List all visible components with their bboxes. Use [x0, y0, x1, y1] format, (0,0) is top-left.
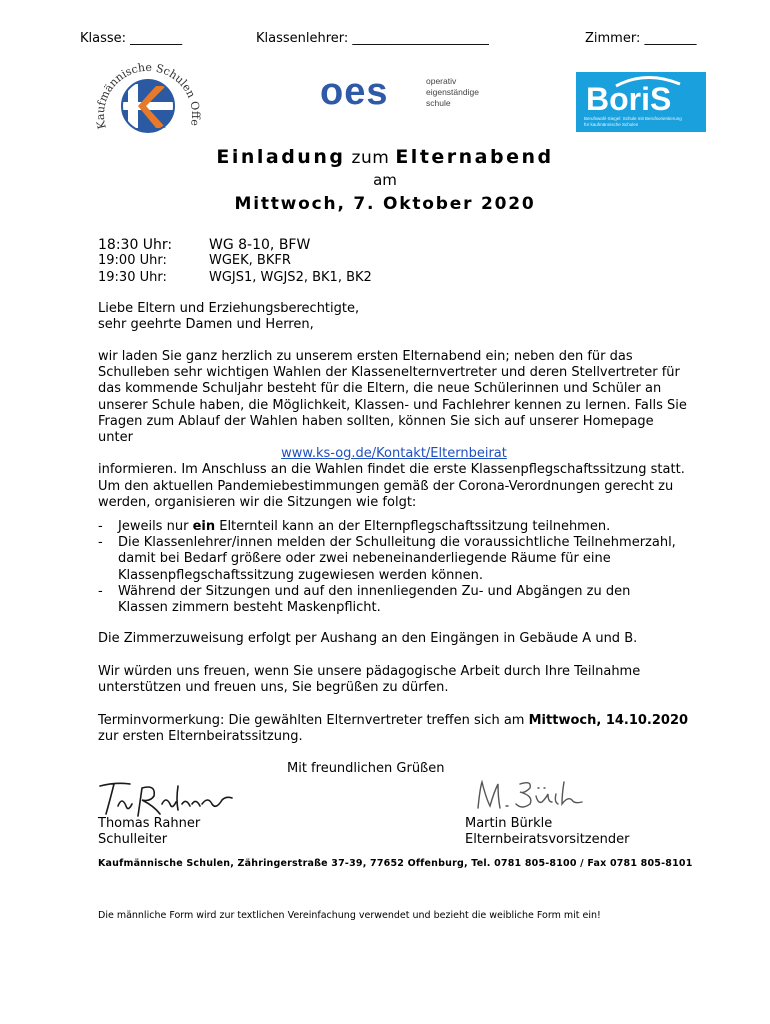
signer-1-name: Thomas Rahner: [98, 816, 201, 831]
pandemic-paragraph: Um den aktuellen Pandemiebestimmungen gemäß der Corona-Verordnungen gerecht zu werden, organisieren wir die Sitzungen wie folgt:: [98, 479, 674, 511]
oes-line1: operativ: [426, 76, 457, 86]
intro-text-end: informieren. Im Anschluss an die Wahlen findet die erste Klassenpflegschaftssitzung statt.: [98, 462, 685, 478]
event-date: Mittwoch, 7. Oktober 2020: [234, 194, 536, 214]
title-einladung: Einladung: [216, 146, 346, 168]
schedule-time-2: 19:00 Uhr:: [98, 253, 167, 268]
signer-1: [98, 816, 200, 848]
signature-rahner: [96, 776, 246, 820]
elternbeirat-link[interactable]: www.ks-og.de/Kontakt/Elternbeirat: [281, 446, 507, 462]
boris-mark: BoriS: [586, 81, 672, 117]
zimmer-field: Zimmer: ________: [585, 31, 697, 46]
ks-school-logo: [94, 62, 206, 144]
boris-sub1: Berufswahl-Siegel: Schule mit Berufsorientierung: [584, 116, 682, 121]
intro-paragraph: [98, 349, 690, 479]
salutation: [98, 301, 688, 333]
schedule-time-1: 18:30 Uhr:: [98, 237, 173, 253]
signer-2: [465, 816, 629, 848]
oes-logo: [320, 71, 490, 113]
signer-2-role: Elternbeiratsvorsitzender: [465, 832, 630, 847]
title-am: am: [373, 171, 397, 189]
thanks-paragraph: Wir würden uns freuen, wenn Sie unsere pädagogische Arbeit durch Ihre Teilnahme unterstützen und freuen uns, Sie begrüßen zu dürfen.: [98, 664, 641, 696]
list-item: - Jeweils nur ein Elternteil kann an der Elternpflegschaftssitzung teilnehmen.: [98, 519, 611, 534]
boris-logo: [576, 72, 706, 132]
closing-greeting: Mit freundlichen Grüßen: [287, 761, 445, 776]
room-assignment-paragraph: Die Zimmerzuweisung erfolgt per Aushang an den Eingängen in Gebäude A und B.: [98, 631, 638, 646]
rules-list: [98, 519, 698, 616]
oes-mark: oes: [320, 71, 389, 113]
signer-2-name: Martin Bürkle: [465, 816, 553, 831]
schedule-classes-3: WGJS1, WGJS2, BK1, BK2: [209, 270, 372, 285]
oes-line3: schule: [426, 98, 451, 108]
salutation-line-1: Liebe Eltern und Erziehungsberechtigte,: [98, 301, 360, 316]
list-item: - Die Klassenlehrer/innen melden der Schulleitung die voraussichtliche Teilnehmerzahl, damit bei Bedarf größere oder zwei nebeneinanderliegende Räume für eine Klassenpflegschaftssitzung zugewiesen werden können.: [98, 535, 676, 583]
salutation-line-2: sehr geehrte Damen und Herren,: [98, 317, 314, 333]
title-zum: zum: [351, 148, 390, 168]
klasse-field: Klasse: ________: [80, 31, 183, 46]
klassenlehrer-field: Klassenlehrer: _____________________: [256, 31, 489, 46]
schedule-time-3: 19:30 Uhr:: [98, 270, 167, 285]
page-title: [0, 146, 770, 169]
ks-ring-text: Kaufmännische Schulen Offe: [94, 62, 203, 131]
title-elternabend: Elternabend: [395, 146, 554, 168]
oes-line2: eigenständige: [426, 87, 479, 97]
appointment-paragraph: Terminvormerkung: Die gewählten Elternvertreter treffen sich am Mittwoch, 14.10.2020 zur ersten Elternbeiratssitzung.: [98, 713, 689, 745]
intro-text: wir laden Sie ganz herzlich zu unserem ersten Elternabend ein; neben den für das Schulleben sehr wichtigen Wahlen der Klassenelternvertreter und deren Stellvertreter für das kommende Schuljahr besteht für die Eltern, die neue Schülerinnen und Schüler an unserer Schule haben, die Möglichkeit, Klassen- und Fachlehrer kennen zu lernen. Falls Sie Fragen zum Ablauf der Wahlen haben sollten, können Sie sich auf unserer Homepage unter: [98, 349, 687, 446]
schedule-classes-1: WG 8-10, BFW: [209, 237, 311, 253]
boris-sub2: für kaufmännische Schulen: [584, 122, 639, 127]
schedule-classes-2: WGEK, BKFR: [209, 253, 291, 268]
signer-1-role: Schulleiter: [98, 832, 168, 847]
signature-buerkle: [472, 774, 602, 814]
gender-disclaimer: Die männliche Form wird zur textlichen Vereinfachung verwendet und bezieht die weibliche Form mit ein!: [98, 910, 601, 921]
school-address: Kaufmännische Schulen, Zähringerstraße 37-39, 77652 Offenburg, Tel. 0781 805-8100 / Fax 0781 805-8101: [98, 858, 693, 869]
appointment-date: Mittwoch, 14.10.2020: [528, 713, 689, 728]
list-item: - Während der Sitzungen und auf den innenliegenden Zu- und Abgängen zu den Klassen zimmern besteht Maskenpflicht.: [98, 583, 631, 616]
